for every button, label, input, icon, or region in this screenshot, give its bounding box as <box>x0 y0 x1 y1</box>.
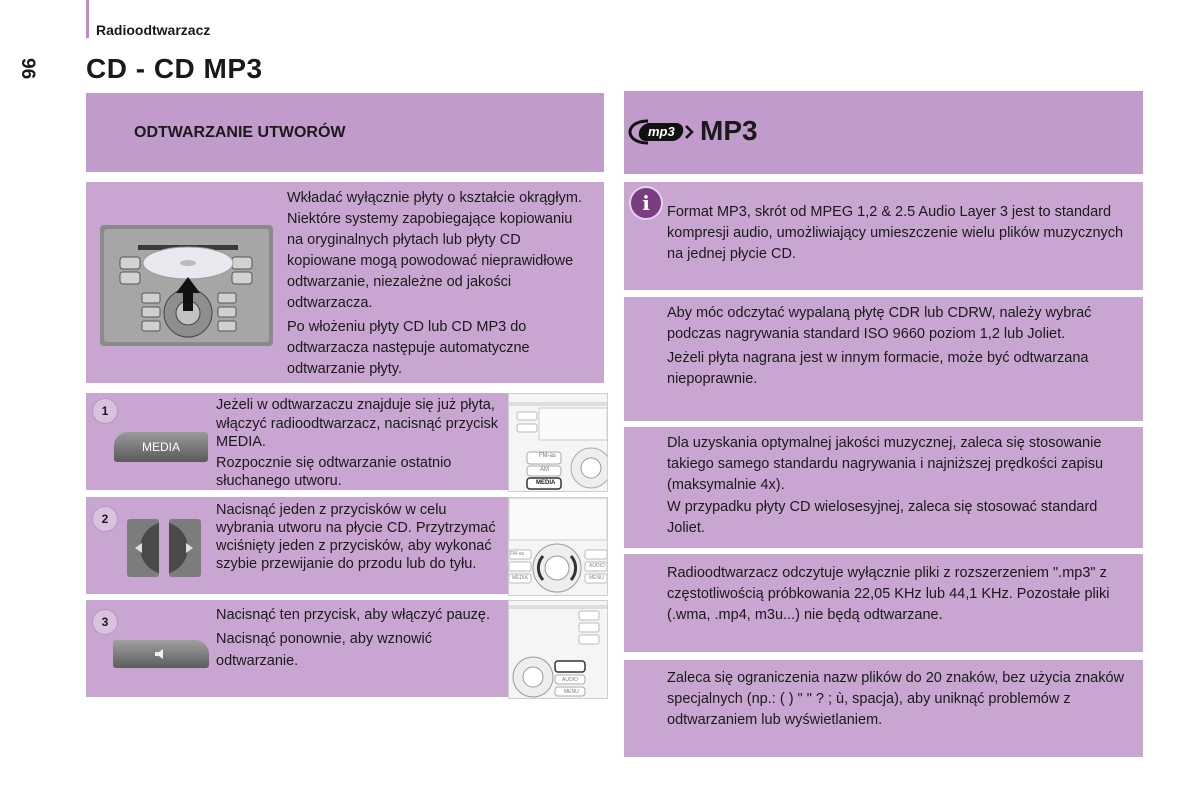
fm-label-2: FM-as <box>510 551 525 557</box>
step-1-text <box>216 396 504 491</box>
step-2-text <box>216 501 504 573</box>
media-button-illustration <box>114 432 208 462</box>
mp3-block-1-paragraph-1: Format MP3, skrót od MPEG 1,2 & 2.5 Audio Layer 3 jest to standard kompresji audio, umożliwiający umieszczenie wielu plików muzycznych na jednej płycie CD. <box>667 204 1124 262</box>
menu-label-3: MENU <box>564 689 579 695</box>
mp3-block-4-text <box>667 563 1129 626</box>
mp3-block-2-paragraph-1: Aby móc odczytać wypalaną płytę CDR lub CDRW, należy wybrać podczas nagrywania standard ISO 9660 poziom 1,2 lub Joliet. <box>667 305 1092 342</box>
intro-paragraph-2: Po włożeniu płyty CD lub CD MP3 do odtwarzacza następuje automatyczne odtwarzanie płyty. <box>287 319 530 377</box>
audio-label-2: AUDIO <box>589 563 605 569</box>
mp3-block-3-paragraph-1: Dla uzyskania optymalnej jakości muzycznej, zaleca się stosowanie takiego samego standardu nagrywania i najniższej prędkości zapisu (maksymalnie 4x). <box>667 435 1104 493</box>
mp3-logo-text: mp3 <box>648 124 675 139</box>
step-3-paragraph-2: Nacisnąć ponownie, aby wznowić odtwarzanie. <box>216 631 432 669</box>
step-2-number: 2 <box>92 506 118 532</box>
mp3-block-1-text <box>667 202 1129 265</box>
step-1-paragraph-2: Rozpocznie się odtwarzanie ostatnio słuchanego utworu. <box>216 454 452 489</box>
step-2-radio-illustration <box>508 497 608 596</box>
info-icon: i <box>629 186 663 220</box>
media-button-label: MEDIA <box>141 440 180 454</box>
seek-back-button-illustration <box>127 519 159 577</box>
step-2-paragraph-1: Nacisnąć jeden z przycisków w celu wybrania utworu na płycie CD. Przytrzymać wciśnięty jeden z przycisków, aby wykonać szybie przewijanie do przodu lub do tyłu. <box>216 502 496 572</box>
step-1-number: 1 <box>92 398 118 424</box>
step-3-paragraph-1: Nacisnąć ten przycisk, aby włączyć pauzę. <box>216 607 490 623</box>
mp3-block-2-paragraph-2: Jeżeli płyta nagrana jest w innym formacie, może być odtwarzana niepoprawnie. <box>667 350 1089 387</box>
step-1-radio-illustration <box>508 393 608 492</box>
mp3-block-5-text <box>667 668 1129 731</box>
mp3-block-5-paragraph-1: Zaleca się ograniczenia nazw plików do 20 znaków, bez użycia znaków specjalnych (np.: ( ) " " ? ; ù, spacja), aby uniknąć problemów z odtwarzaniem lub wyświetlaniem. <box>667 670 1124 728</box>
mp3-block-4-paragraph-1: Radioodtwarzacz odczytuje wyłącznie pliki z rozszerzeniem ".mp3" z częstotliwością próbkowania 22,05 KHz lub 44,1 KHz. Pozostałe pliki (.wma, .mp4, m3u...) nie będą odtwarzane. <box>667 565 1110 623</box>
seek-forward-button-illustration <box>169 519 201 577</box>
media-label-2: MEDIA <box>512 575 528 581</box>
pause-button-illustration <box>113 640 209 668</box>
mp3-block-3-paragraph-2: W przypadku płyty CD wielosesyjnej, zaleca się stosować standard Joliet. <box>667 499 1098 536</box>
am-label: AM <box>540 467 549 473</box>
mute-icon <box>155 649 167 659</box>
left-heading: ODTWARZANIE UTWORÓW <box>134 124 346 141</box>
mp3-heading: MP3 <box>700 115 758 146</box>
menu-label-2: MENU <box>589 575 604 581</box>
section-label: Radioodtwarzacz <box>96 22 211 38</box>
radio-with-cd-illustration <box>100 225 273 346</box>
mp3-logo <box>628 118 694 151</box>
page-title: CD - CD MP3 <box>86 53 263 84</box>
audio-label-3: AUDIO <box>562 677 578 683</box>
media-label: MEDIA <box>536 480 556 486</box>
section-marker <box>86 0 89 38</box>
step-3-radio-illustration <box>508 600 608 699</box>
intro-text <box>287 188 592 380</box>
step-3-number: 3 <box>92 609 118 635</box>
step-1-paragraph-1: Jeżeli w odtwarzaczu znajduje się już płyta, włączyć radioodtwarzacz, nacisnąć przycisk MEDIA. <box>216 397 499 450</box>
mp3-block-2-text <box>667 303 1129 390</box>
mp3-block-3-text <box>667 433 1129 539</box>
step-3-text <box>216 604 504 672</box>
fm-label: FM-as <box>539 453 556 459</box>
intro-paragraph-1: Wkładać wyłącznie płyty o kształcie okrągłym. Niektóre systemy zapobiegające kopiowaniu na oryginalnych płytach lub płyty CD kopiowane mogą powodować nieprawidłowe odtwarzanie, niezależne od jakości odtwarzacza. <box>287 190 582 311</box>
page-number: 96 <box>17 58 38 80</box>
